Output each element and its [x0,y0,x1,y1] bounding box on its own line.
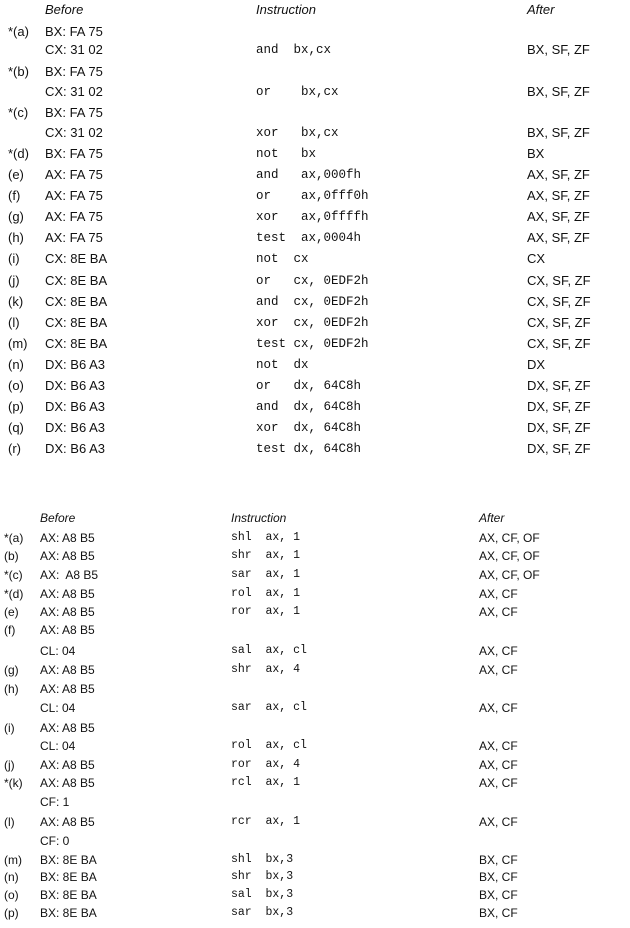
after-cell: BX, SF, ZF [527,125,590,140]
table-row [0,314,630,332]
before-cell: BX: FA 75 [45,146,103,161]
instruction-cell: shr ax, 4 [231,663,301,676]
instruction-cell: not bx [256,147,317,161]
after-cell: AX, SF, ZF [527,188,590,203]
table-row [0,208,630,226]
after-cell: DX, SF, ZF [527,441,591,456]
row-label: (j) [8,273,20,288]
table-row [0,293,630,311]
before-cell: DX: B6 A3 [45,399,105,414]
before-cell: AX: A8 B5 [40,568,99,582]
table-row [0,680,630,698]
after-cell: AX, SF, ZF [527,209,590,224]
after-cell: CX, SF, ZF [527,336,591,351]
instruction-cell: xor ax,0ffffh [256,210,369,224]
instruction-cell: rcr ax, 1 [231,815,301,828]
before-cell: BX: 8E BA [40,853,97,867]
after-cell: BX, SF, ZF [527,42,590,57]
row-label: (p) [4,906,19,920]
before-cell: AX: A8 B5 [40,758,95,772]
after-cell: AX, CF [479,739,518,753]
row-label: (e) [8,167,24,182]
row-label: (e) [4,605,19,619]
row-label: (o) [4,888,19,902]
before-cell: DX: B6 A3 [45,357,105,372]
after-cell: CX, SF, ZF [527,273,591,288]
row-label: (g) [8,209,24,224]
row-label: (p) [8,399,24,414]
row-label: (b) [4,549,19,563]
after-cell: CX, SF, ZF [527,315,591,330]
instruction-cell: sal ax, cl [231,644,307,657]
instruction-cell: sal bx,3 [231,888,294,901]
table-row [0,774,630,792]
table-row [0,832,630,850]
instruction-cell: shr bx,3 [231,870,294,883]
after-cell: AX, CF [479,605,518,619]
before-cell: BX: FA 75 [45,105,103,120]
table-row [0,229,630,247]
table-row [0,272,630,290]
instruction-cell: ror ax, 4 [231,758,301,771]
after-cell: AX, CF [479,776,518,790]
table-row [0,642,630,660]
table-row [0,904,630,922]
after-cell: AX, CF [479,663,518,677]
table-row [0,737,630,755]
table-row [0,793,630,811]
table-row [0,868,630,886]
table-row [0,621,630,639]
instruction-cell: shr ax, 1 [231,549,301,562]
row-label: *(a) [4,531,24,545]
table-row [0,104,630,122]
table-row [0,356,630,374]
row-label: (f) [8,188,21,203]
before-cell: DX: B6 A3 [45,420,105,435]
after-cell: AX, CF [479,758,518,772]
before-cell: AX: A8 B5 [40,663,95,677]
before-cell: CF: 1 [40,795,70,809]
after-cell: CX [527,251,546,266]
table-row [0,719,630,737]
after-cell: BX, SF, ZF [527,84,590,99]
row-label: (h) [8,230,24,245]
table-row [0,603,630,621]
before-cell: AX: A8 B5 [40,776,95,790]
before-cell: AX: A8 B5 [40,721,95,735]
row-label: (f) [4,623,16,637]
row-label: *(c) [4,568,23,582]
before-cell: AX: A8 B5 [40,531,95,545]
table1-header-after: After [527,2,555,17]
row-label: (g) [4,663,19,677]
table1-header-before: Before [45,2,84,17]
row-label: (o) [8,378,24,393]
before-cell: AX: FA 75 [45,230,103,245]
before-cell: CL: 04 [40,739,76,753]
instruction-cell: or cx, 0EDF2h [256,274,369,288]
before-cell: DX: B6 A3 [45,441,105,456]
instruction-cell: sar bx,3 [231,906,294,919]
before-cell: CL: 04 [40,644,76,658]
before-cell: CX: 31 02 [45,84,103,99]
table-row [0,547,630,565]
before-cell: CL: 04 [40,701,76,715]
table-row [0,250,630,268]
table-row [0,851,630,869]
before-cell: BX: FA 75 [45,64,103,79]
after-cell: AX, CF [479,701,518,715]
instruction-cell: rol ax, 1 [231,587,301,600]
before-cell: AX: FA 75 [45,209,103,224]
table-row [0,419,630,437]
before-cell: CX: 31 02 [45,125,103,140]
row-label: (i) [8,251,20,266]
table-row [0,756,630,774]
before-cell: AX: A8 B5 [40,587,95,601]
table2-header-before: Before [40,511,76,525]
instruction-cell: test ax,0004h [256,231,362,245]
row-label: (q) [8,420,24,435]
table-row [0,529,630,547]
row-label: *(b) [8,64,29,79]
table2-header-after: After [479,511,505,525]
table2-header-instruction: Instruction [231,511,287,525]
instruction-cell: ror ax, 1 [231,605,301,618]
row-label: (n) [4,870,19,884]
before-cell: DX: B6 A3 [45,378,105,393]
instruction-cell: or ax,0fff0h [256,189,369,203]
after-cell: AX, SF, ZF [527,167,590,182]
row-label: (j) [4,758,15,772]
instruction-cell: test cx, 0EDF2h [256,337,369,351]
before-cell: CX: 8E BA [45,336,108,351]
instruction-cell: shl ax, 1 [231,531,301,544]
instruction-cell: and dx, 64C8h [256,400,362,414]
before-cell: AX: A8 B5 [40,605,95,619]
before-cell: CX: 8E BA [45,251,108,266]
after-cell: AX, CF, OF [479,549,540,563]
after-cell: BX [527,146,545,161]
instruction-cell: rol ax, cl [231,739,307,752]
before-cell: BX: 8E BA [40,906,97,920]
table1-header-instruction: Instruction [256,2,316,17]
after-cell: DX, SF, ZF [527,378,591,393]
row-label: (r) [8,441,21,456]
table-row [0,377,630,395]
table-row [0,440,630,458]
after-cell: BX, CF [479,888,518,902]
row-label: *(d) [4,587,24,601]
after-cell: CX, SF, ZF [527,294,591,309]
table-row [0,398,630,416]
table-row [0,23,630,41]
after-cell: AX, CF, OF [479,531,540,545]
table-row [0,699,630,717]
table-row [0,886,630,904]
row-label: *(c) [8,105,29,120]
before-cell: CF: 0 [40,834,70,848]
table-row [0,41,630,59]
row-label: (m) [8,336,28,351]
before-cell: CX: 8E BA [45,315,108,330]
instruction-cell: test dx, 64C8h [256,442,362,456]
after-cell: AX, CF, OF [479,568,540,582]
after-cell: AX, SF, ZF [527,230,590,245]
instruction-cell: xor bx,cx [256,126,339,140]
table-row [0,187,630,205]
after-cell: DX, SF, ZF [527,399,591,414]
instruction-cell: or bx,cx [256,85,339,99]
before-cell: AX: FA 75 [45,188,103,203]
row-label: *(k) [4,776,23,790]
table-row [0,585,630,603]
row-label: (i) [4,721,15,735]
instruction-cell: or dx, 64C8h [256,379,362,393]
instruction-cell: not cx [256,252,309,266]
after-cell: AX, CF [479,587,518,601]
before-cell: AX: FA 75 [45,167,103,182]
after-cell: AX, CF [479,644,518,658]
after-cell: AX, CF [479,815,518,829]
row-label: (h) [4,682,19,696]
table-row [0,335,630,353]
before-cell: AX: A8 B5 [40,549,95,563]
row-label: (l) [8,315,20,330]
before-cell: AX: A8 B5 [40,682,95,696]
table-row [0,566,630,584]
instruction-cell: sar ax, cl [231,701,307,714]
before-cell: AX: A8 B5 [40,815,95,829]
before-cell: CX: 8E BA [45,294,108,309]
row-label: (k) [8,294,24,309]
instruction-cell: and bx,cx [256,43,332,57]
table-row [0,63,630,81]
after-cell: BX, CF [479,853,518,867]
before-cell: CX: 8E BA [45,273,108,288]
instruction-cell: not dx [256,358,309,372]
instruction-cell: shl bx,3 [231,853,294,866]
instruction-cell: rcl ax, 1 [231,776,301,789]
before-cell: CX: 31 02 [45,42,103,57]
table-row [0,145,630,163]
before-cell: BX: 8E BA [40,888,97,902]
before-cell: BX: FA 75 [45,24,103,39]
table-row [0,124,630,142]
row-label: (n) [8,357,24,372]
after-cell: BX, CF [479,870,518,884]
row-label: *(d) [8,146,29,161]
instruction-cell: and ax,000fh [256,168,362,182]
after-cell: DX, SF, ZF [527,420,591,435]
table-row [0,166,630,184]
row-label: (l) [4,815,15,829]
table-row [0,83,630,101]
instruction-cell: and cx, 0EDF2h [256,295,369,309]
after-cell: BX, CF [479,906,518,920]
before-cell: BX: 8E BA [40,870,97,884]
table-row [0,813,630,831]
after-cell: DX [527,357,546,372]
row-label: (m) [4,853,22,867]
table-row [0,661,630,679]
instruction-cell: sar ax, 1 [231,568,301,581]
instruction-cell: xor dx, 64C8h [256,421,362,435]
instruction-cell: xor cx, 0EDF2h [256,316,369,330]
before-cell: AX: A8 B5 [40,623,95,637]
row-label: *(a) [8,24,29,39]
